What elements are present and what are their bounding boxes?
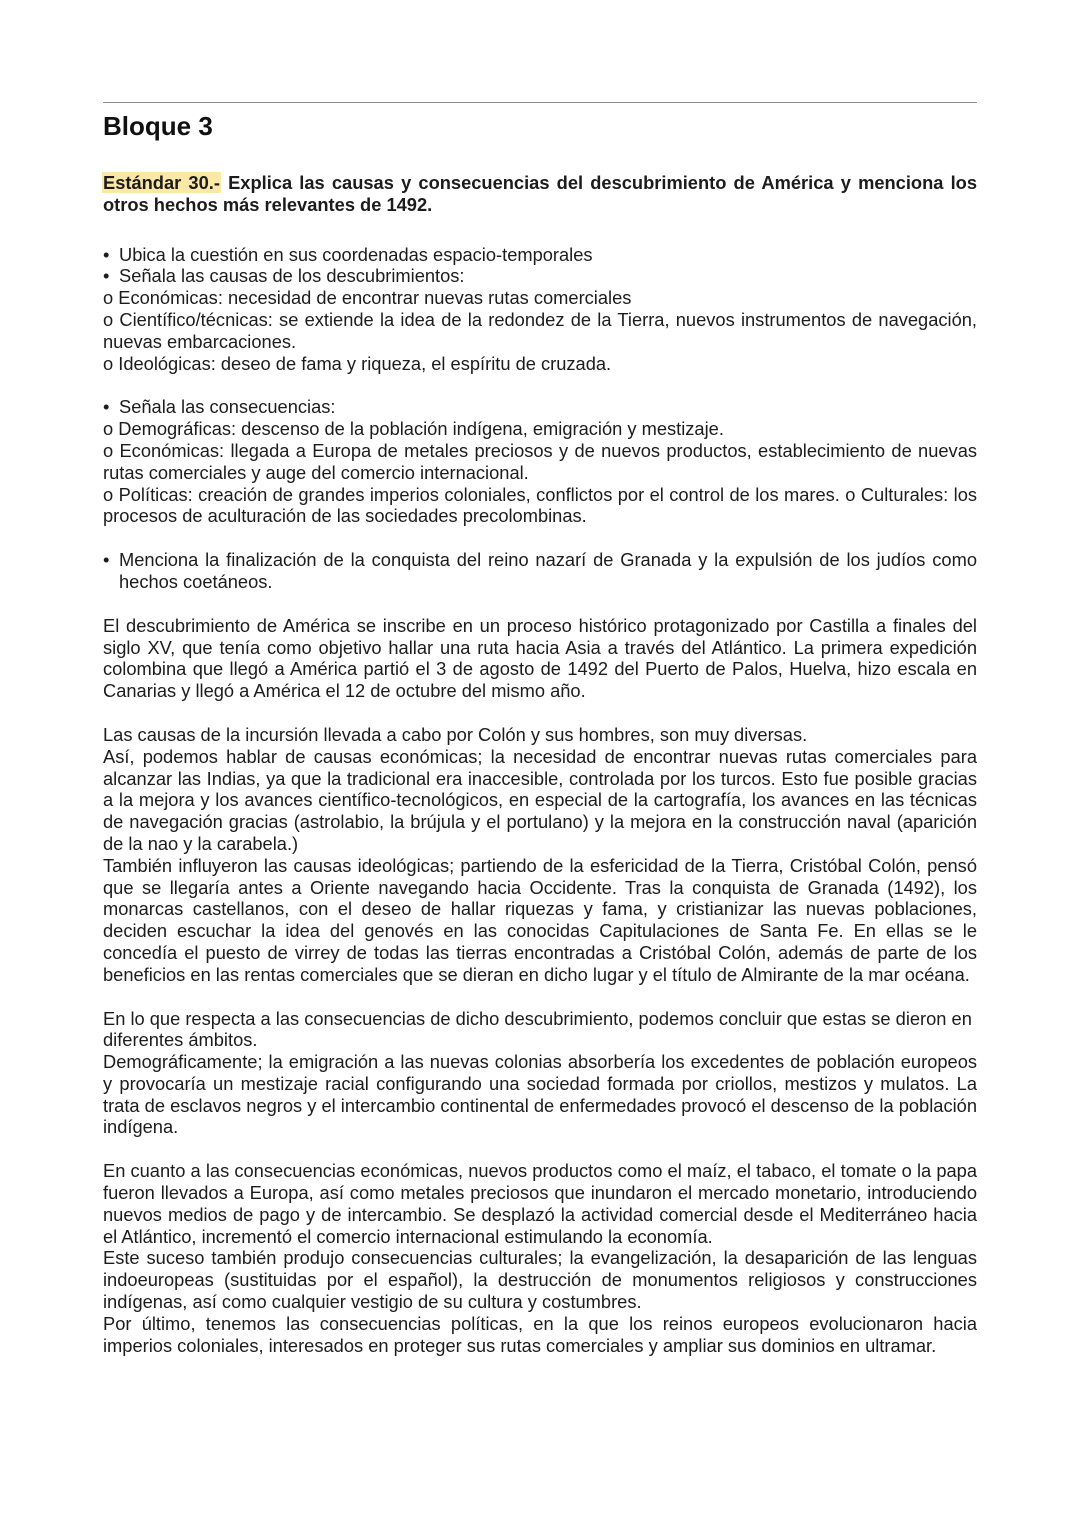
top-divider <box>103 102 977 103</box>
consequence-economic: o Económicas: llegada a Europa de metales preciosos y de nuevos productos, establecimiento de nuevas rutas comerciales y auge del comercio internacional. <box>103 439 977 483</box>
essay-paragraph-4-cultural: Este suceso también produjo consecuencias culturales; la evangelización, la desaparición de las lenguas indoeuropeas (sustituidas por el español), la destrucción de monumentos religiosos y construcciones indígenas, así como cualquier vestigio de su cultura y costumbres. <box>103 1247 977 1313</box>
cause-ideological: o Ideológicas: deseo de fama y riqueza, el espíritu de cruzada. <box>103 352 612 374</box>
bullet-icon: • <box>103 265 110 287</box>
essay-paragraph-2-ideological: También influyeron las causas ideológicas; partiendo de la esfericidad de la Tierra, Cristóbal Colón, pensó que se llegaría antes a Oriente navegando hacia Occidente. Tras la conquista de Granada (1492), los monarcas castellanos, con el deseo de hallar riquezas y fama, y cristianizar las nuevas poblaciones, deciden escuchar la idea del genovés en las conocidas Capitulaciones de Santa Fe. En ellas se le concedía el puesto de virrey de todas las tierras encontradas a Cristóbal Colón, además de parte de los beneficios en las rentas comerciales que se dieran en dicho lugar y el título de Almirante de la mar océana. <box>103 854 977 985</box>
essay-paragraph-4-economic: En cuanto a las consecuencias económicas, nuevos productos como el maíz, el tabaco, el tomate o la papa fueron llevados a Europa, así como metales preciosos que inundaron el mercado monetario, introduciendo nuevos medios de pago y de intercambio. Se desplazó la actividad comercial desde el Mediterráneo hacia el Atlántico, incrementó el comercio internacional estimulando la economía. <box>103 1160 977 1247</box>
cause-economic: o Económicas: necesidad de encontrar nuevas rutas comerciales <box>103 287 632 309</box>
essay-paragraph-3-demographic: Demográficamente; la emigración a las nuevas colonias absorbería los excedentes de población europeos y provocaría un mestizaje racial configurando una sociedad formada por criollos, mestizos y mulatos. La trata de esclavos negros y el intercambio continental de enfermedades provocó el descenso de la población indígena. <box>103 1051 977 1138</box>
criteria-bullet-2: • Señala las causas de los descubrimientos: <box>103 265 465 287</box>
essay-paragraph-1: El descubrimiento de América se inscribe en un proceso histórico protagonizado por Castilla a finales del siglo XV, que tenía como objetivo hallar una ruta hacia Asia a través del Atlántico. La primera expedición colombina que llegó a América partió el 3 de agosto de 1492 del Puerto de Palos, Huelva, hizo escala en Canarias y llegó a América el 12 de octubre del mismo año. <box>103 614 977 702</box>
criteria-bullet-4: • Menciona la finalización de la conquista del reino nazarí de Granada y la expulsión de los judíos como hechos coetáneos. <box>103 549 977 592</box>
criteria-bullet-3: • Señala las consecuencias: <box>103 396 336 418</box>
essay-paragraph-4-political: Por último, tenemos las consecuencias políticas, en la que los reinos europeos evolucionaron hacia imperios coloniales, interesados en proteger sus rutas comerciales y ampliar sus dominios en ultramar. <box>103 1312 977 1356</box>
essay-paragraph-2-economic: Así, podemos hablar de causas económicas; la necesidad de encontrar nuevas rutas comerciales para alcanzar las Indias, ya que la tradicional era inaccesible, controlada por los turcos. Esto fue posible gracias a la mejora y los avances científico-tecnológicos, en especial de la cartografía, los avances en las técnicas de navegación gracias (astrolabio, la brújula y el portulano) y la mejora en la construcción naval (aparición de la nao y la carabela.) <box>103 745 977 854</box>
criteria-bullet-1: • Ubica la cuestión en sus coordenadas espacio-temporales <box>103 243 593 265</box>
document-body <box>103 172 977 1356</box>
bullet-icon: • <box>103 396 110 418</box>
consequence-political: o Políticas: creación de grandes imperios coloniales, conflictos por el control de los mares. o Culturales: los procesos de aculturación de las sociedades precolombinas. <box>103 483 977 527</box>
essay-paragraph-3-intro: En lo que respecta a las consecuencias de dicho descubrimiento, podemos concluir que estas se dieron en diferentes ámbitos. <box>103 1007 972 1051</box>
standard-text: Explica las causas y consecuencias del descubrimiento de América y menciona los otros hechos más relevantes de 1492. <box>103 172 977 215</box>
consequence-demographic: o Demográficas: descenso de la población indígena, emigración y mestizaje. <box>103 418 724 440</box>
bullet-icon: • <box>103 243 110 265</box>
essay-paragraph-2-intro: Las causas de la incursión llevada a cabo por Colón y sus hombres, son muy diversas. <box>103 723 808 745</box>
bullet-icon: • <box>103 549 110 571</box>
cause-scientific: o Científico/técnicas: se extiende la idea de la redondez de la Tierra, nuevos instrumentos de navegación, nuevas embarcaciones. <box>103 308 977 352</box>
standard-statement <box>103 172 977 216</box>
standard-label: Estándar 30.- <box>103 172 220 193</box>
page-title: Bloque 3 <box>103 111 213 141</box>
